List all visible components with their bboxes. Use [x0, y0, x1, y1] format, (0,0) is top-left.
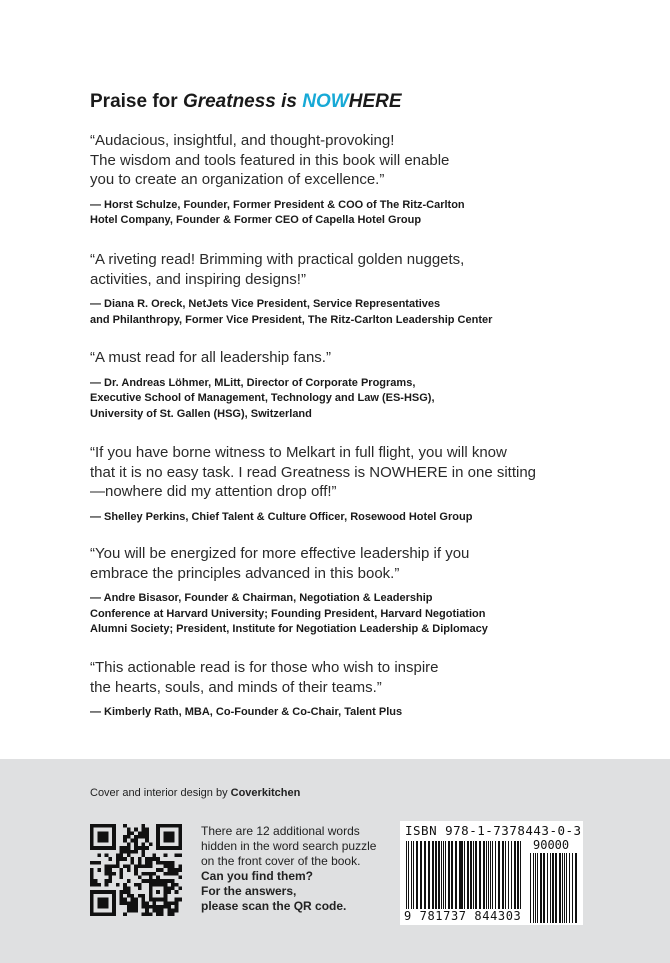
- blurb-quote: “This actionable read is for those who wish to inspire the hearts, souls, and minds of their teams.”: [90, 659, 439, 696]
- blurb-quote: “If you have borne witness to Melkart in full flight, you will know that it is no easy task. I read Greatness is NOWHERE in one sitting —nowhere did my attention drop off!”: [90, 444, 537, 500]
- blurb-6: [90, 658, 610, 721]
- back-cover-footer: [0, 759, 670, 963]
- blurb-2: [90, 250, 610, 328]
- blurb-quote: “A riveting read! Brimming with practical golden nuggets, activities, and inspiring designs!”: [90, 251, 465, 288]
- word-search-note: There are 12 additional words hidden in the word search puzzle on the front cover of the book. Can you find them? For the answers, please scan the QR code.: [201, 824, 377, 913]
- blurb-1: [90, 131, 610, 229]
- blurb-attribution: — Dr. Andreas Löhmer, MLitt, Director of Corporate Programs, Executive School of Management, Technology and Law (ES-HSG), University of St. Gallen (HSG), Switzerland: [90, 376, 435, 420]
- title-highlight: NOW: [302, 91, 349, 112]
- isbn-barcode: [400, 821, 583, 925]
- isbn-number: ISBN 978-1-7378443-0-3: [405, 823, 582, 838]
- blurb-quote: “You will be energized for more effective leadership if you embrace the principles advanced in this book.”: [90, 545, 470, 582]
- blurb-attribution: — Kimberly Rath, MBA, Co-Founder & Co-Chair, Talent Plus: [90, 706, 403, 718]
- blurb-quote: “A must read for all leadership fans.”: [90, 349, 331, 366]
- blurb-attribution: — Andre Bisasor, Founder & Chairman, Negotiation & Leadership Conference at Harvard University; Founding President, Harvard Negotiation Alumni Society; President, Institute for Negotiation Leadership & Diplomacy: [90, 592, 488, 635]
- qr-code-icon[interactable]: [90, 824, 182, 916]
- price-code: 90000: [533, 838, 570, 852]
- blurb-attribution: — Diana R. Oreck, NetJets Vice President, Service Representatives and Philanthropy, Former Vice President, The Ritz-Carlton Leadership Center: [90, 298, 493, 326]
- blurb-4: [90, 443, 610, 525]
- ean-digits: 9 781737 844303: [404, 909, 522, 923]
- blurb-5: [90, 544, 610, 638]
- blurb-quote: “Audacious, insightful, and thought-provoking! The wisdom and tools featured in this book will enable you to create an organization of excellence.”: [90, 132, 450, 188]
- praise-title: Praise for Greatness is NOWHERE: [90, 91, 402, 112]
- design-credit: Cover and interior design by Coverkitchen: [90, 787, 301, 799]
- blurb-attribution: — Shelley Perkins, Chief Talent & Culture Officer, Rosewood Hotel Group: [90, 510, 473, 523]
- blurb-3: [90, 348, 610, 422]
- blurb-attribution: — Horst Schulze, Founder, Former President & COO of The Ritz-Carlton Hotel Company, Founder & Former CEO of Capella Hotel Group: [90, 198, 465, 226]
